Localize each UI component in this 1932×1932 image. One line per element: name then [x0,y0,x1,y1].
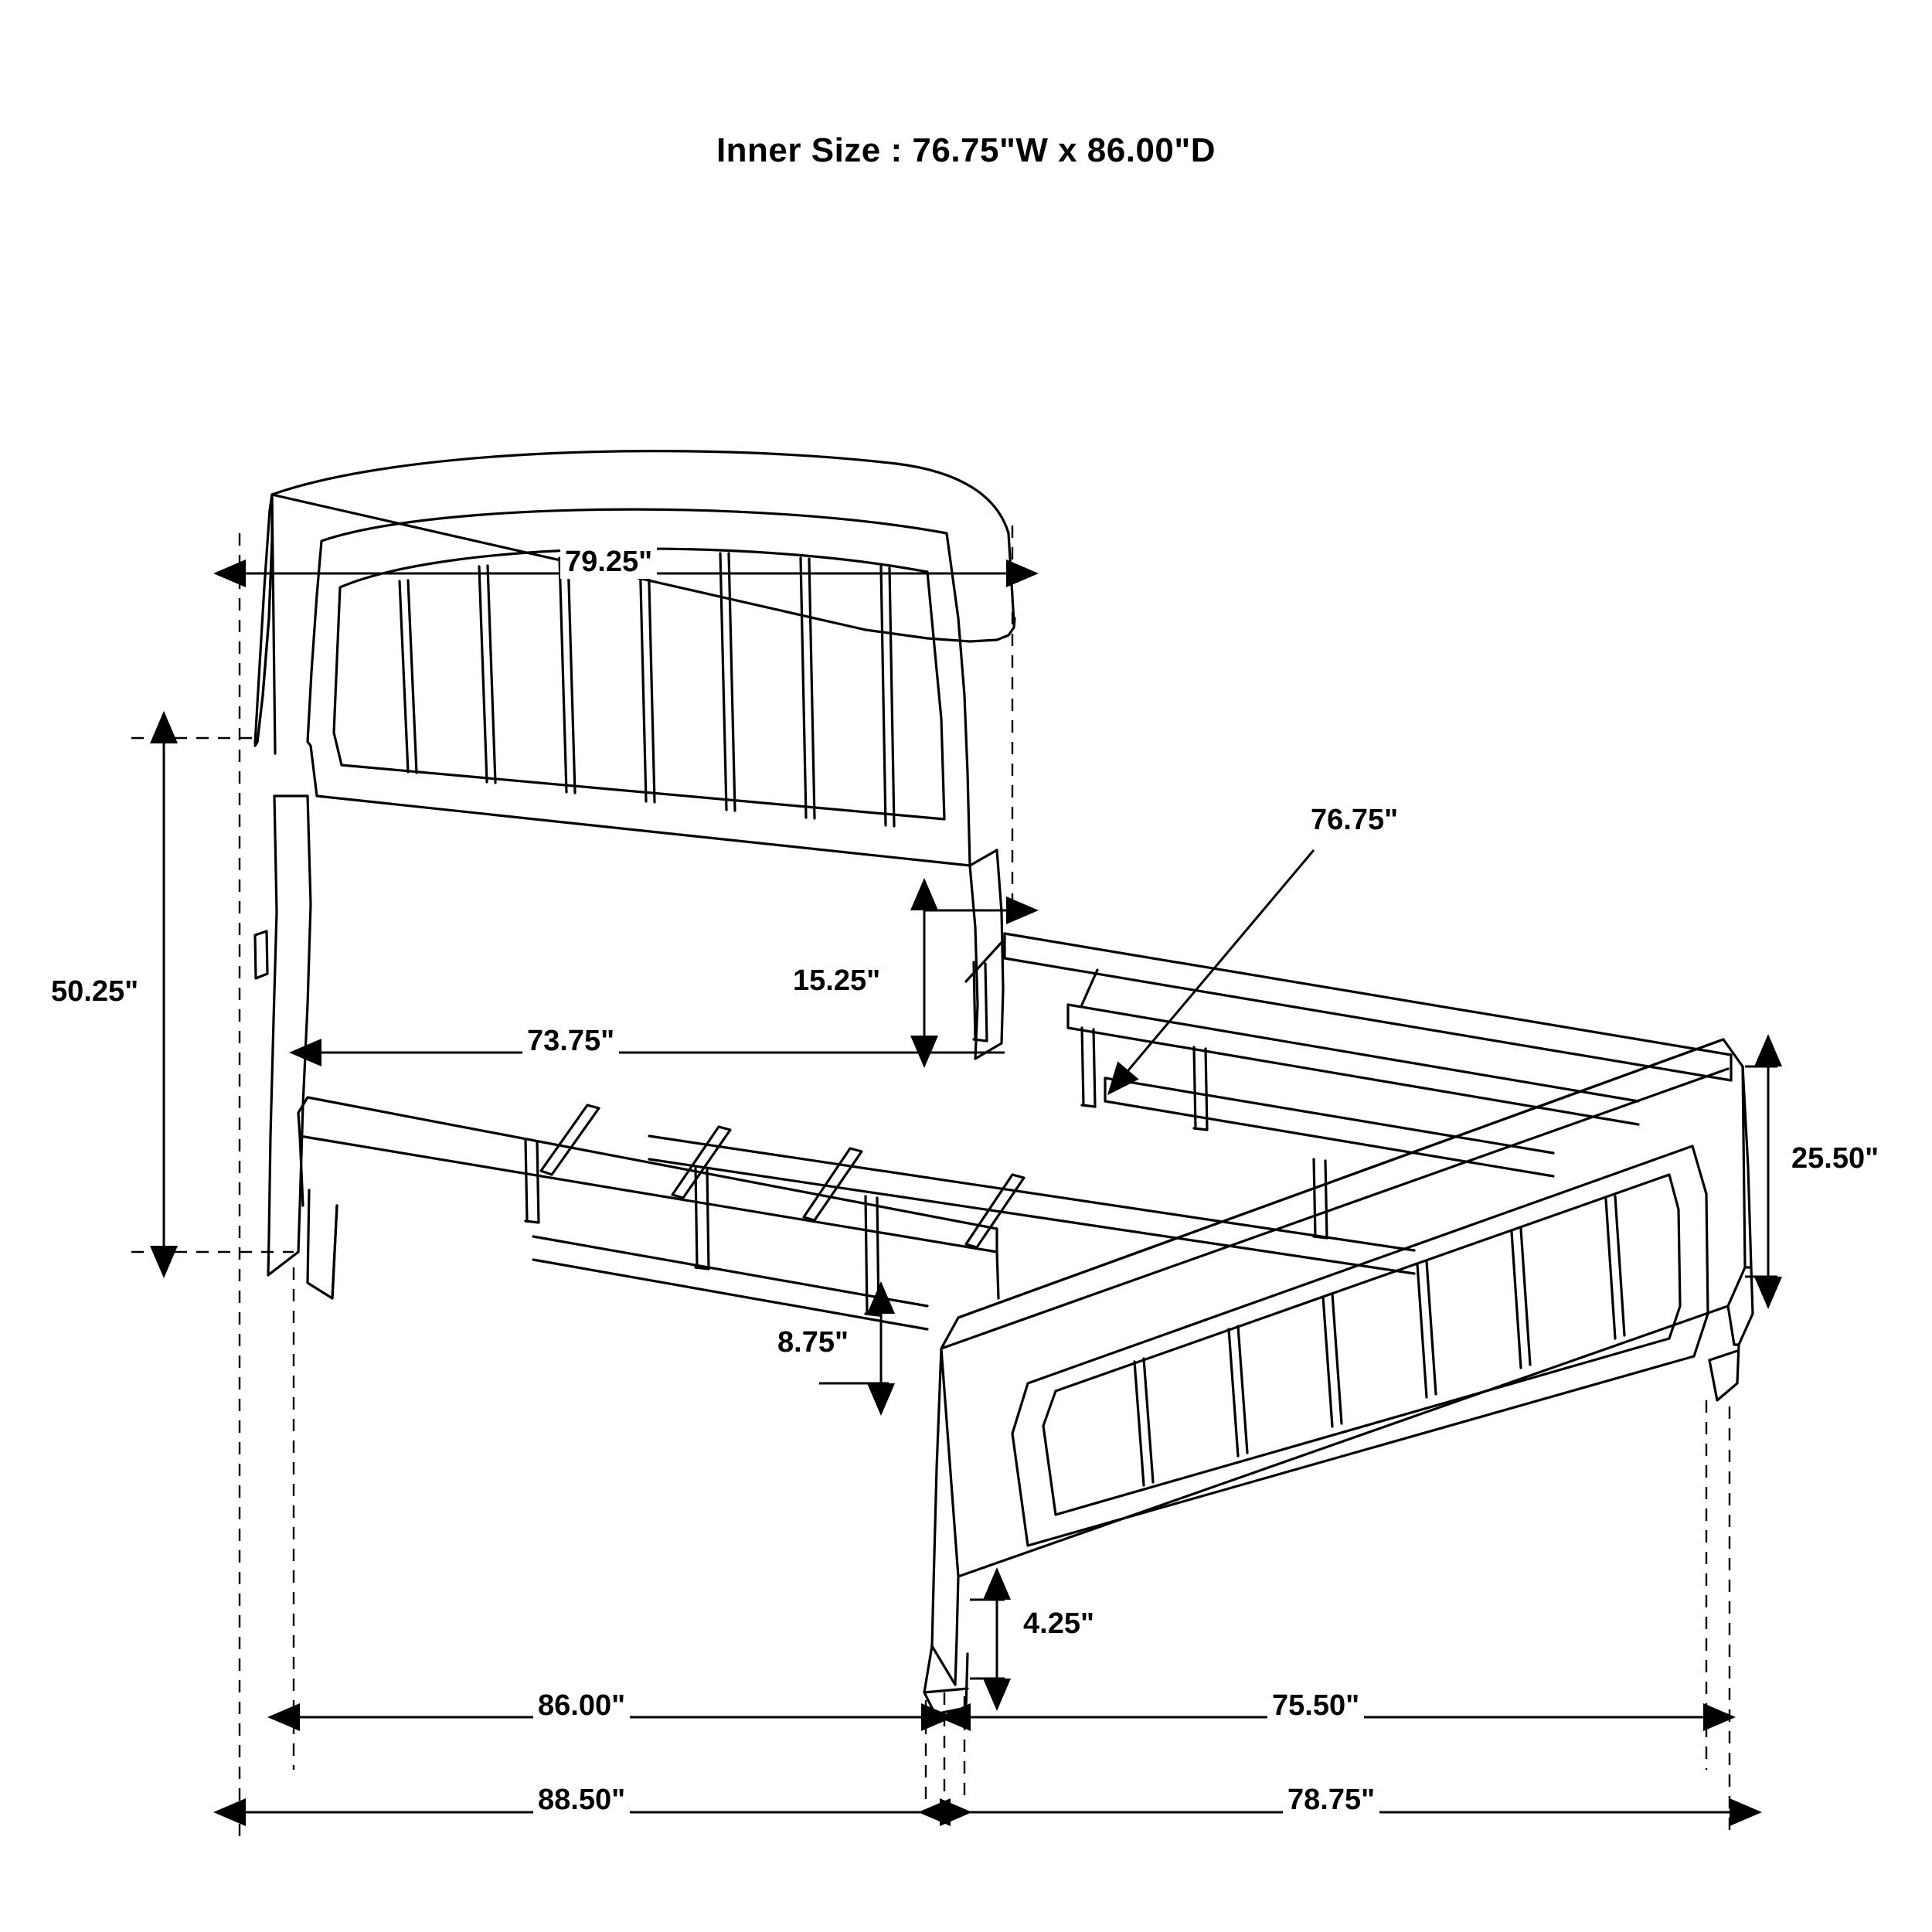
label-bottom-outer-right: 78.75" [1283,1784,1379,1817]
label-panel-height: 15.25" [788,964,885,998]
label-bottom-outer-left: 88.50" [533,1784,630,1817]
bed-illustration [255,451,1753,1714]
label-bottom-inner-right: 75.50" [1267,1689,1364,1723]
label-footboard-height: 25.50" [1787,1142,1883,1175]
label-slat-height: 8.75" [773,1326,853,1359]
label-foot-clearance: 4.25" [1019,1607,1099,1641]
label-top-width: 79.25" [560,546,657,579]
label-panel-width: 73.75" [522,1025,619,1058]
dim-leader-slat-span [1128,850,1314,1070]
label-slat-span: 76.75" [1306,804,1403,837]
label-left-height: 50.25" [46,975,143,1009]
label-bottom-inner-left: 86.00" [533,1689,630,1723]
page-title: Inner Size : 76.75"W x 86.00"D [716,131,1216,169]
